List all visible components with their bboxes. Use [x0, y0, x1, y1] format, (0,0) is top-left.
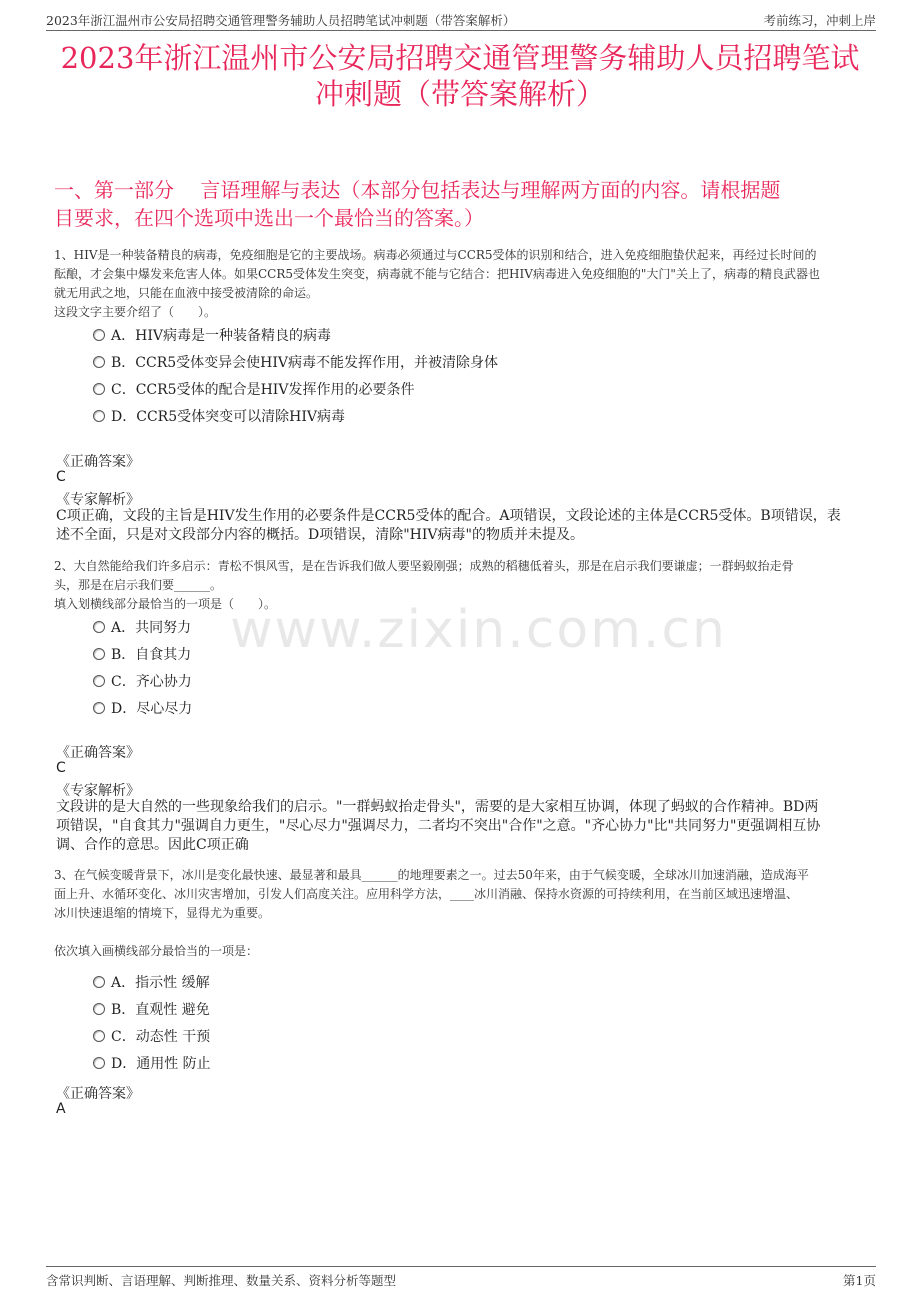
section-heading — [54, 176, 870, 232]
option-text: 齐心协力 — [135, 674, 192, 690]
question-3-option-c[interactable] — [93, 1026, 210, 1048]
stem-line: 头，那是在启示我们要______。 — [54, 578, 223, 592]
option-text: CCR5受体突变可以清除HIV病毒 — [136, 409, 345, 425]
stem-line: 3、在气候变暖背景下，冰川是变化最快速、最显著和最具______的地理要素之一。过去50年来，由于气候变暖，全球冰川加速消融，造成海平 — [54, 868, 809, 882]
stem-line: 2、大自然能给我们许多启示：青松不惧风雪，是在告诉我们做人要坚毅刚强；成熟的稻穗低着头，那是在启示我们要谦虚；一群蚂蚁抬走骨 — [54, 559, 794, 573]
question-2-answer: C — [56, 760, 66, 776]
stem-line: 这段文字主要介绍了（ ）。 — [54, 305, 217, 319]
option-letter: C． — [111, 382, 136, 398]
stem-line — [54, 923, 872, 942]
document-title — [40, 40, 880, 112]
option-letter: C． — [111, 674, 136, 690]
option-letter: B． — [111, 1002, 136, 1018]
question-1-option-c[interactable] — [93, 379, 414, 401]
radio-icon[interactable] — [93, 702, 105, 714]
question-2-stem — [54, 557, 872, 614]
stem-line: 1、HIV是一种装备精良的病毒，免疫细胞是它的主要战场。病毒必须通过与CCR5受体的识别和结合，进入免疫细胞蛰伏起来，再经过长时间的 — [54, 248, 817, 262]
option-letter: D． — [111, 701, 137, 717]
option-letter: B． — [111, 355, 136, 371]
stem-line: 依次填入画横线部分最恰当的一项是： — [54, 944, 259, 958]
option-letter: A． — [111, 975, 136, 991]
radio-icon[interactable] — [93, 1003, 105, 1015]
question-3-option-d[interactable] — [93, 1053, 211, 1075]
analysis-line: 述不全面，只是对文段部分内容的概括。D项错误，清除"HIV病毒"的物质并未提及。 — [56, 527, 584, 543]
option-letter: B． — [111, 647, 136, 663]
stem-line: 面上升、水循环变化、冰川灾害增加，引发人们高度关注。应用科学方法，____冰川消融、保持水资源的可持续利用，在当前区域迅速增温、 — [54, 887, 799, 901]
radio-icon[interactable] — [93, 329, 105, 341]
radio-icon[interactable] — [93, 621, 105, 633]
question-1-answer: C — [56, 469, 66, 485]
title-line-2: 冲刺题（带答案解析） — [314, 77, 605, 111]
option-text: 共同努力 — [135, 620, 192, 636]
radio-icon[interactable] — [93, 976, 105, 988]
header-title: 2023年浙江温州市公安局招聘交通管理警务辅助人员招聘笔试冲刺题（带答案解析） — [46, 13, 516, 28]
analysis-line: 调、合作的意思。因此C项正确 — [56, 837, 249, 853]
stem-line: 就无用武之地，只能在血液中接受被清除的命运。 — [54, 286, 319, 300]
option-text: HIV病毒是一种装备精良的病毒 — [135, 328, 331, 344]
section-heading-line-1: 一、第一部分 言语理解与表达（本部分包括表达与理解两方面的内容。请根据题 — [54, 178, 781, 202]
page-footer — [46, 1266, 876, 1291]
answer-label: 《正确答案》 — [56, 1086, 140, 1102]
watermark: www.zixin.com.cn — [230, 600, 727, 660]
radio-icon[interactable] — [93, 410, 105, 422]
analysis-label: 《专家解析》 — [56, 783, 140, 799]
option-letter: D． — [111, 1056, 137, 1072]
radio-icon[interactable] — [93, 383, 105, 395]
analysis-line: 项错误，"自食其力"强调自力更生，"尽心尽力"强调尽力，二者均不突出"合作"之意。"齐心协力"比"共同努力"更强调相互协 — [56, 818, 821, 834]
radio-icon[interactable] — [93, 648, 105, 660]
question-2-analysis — [56, 798, 872, 855]
radio-icon[interactable] — [93, 675, 105, 687]
option-letter: D． — [111, 409, 137, 425]
section-heading-line-2: 目要求，在四个选项中选出一个最恰当的答案。） — [54, 206, 484, 230]
question-2-option-d[interactable] — [93, 698, 192, 720]
question-1-option-a[interactable] — [93, 325, 331, 347]
option-text: 直观性 避免 — [135, 1002, 210, 1018]
option-letter: A． — [111, 620, 136, 636]
answer-label: 《正确答案》 — [56, 454, 140, 470]
stem-line: 填入划横线部分最恰当的一项是（ ）。 — [54, 597, 277, 611]
question-3-stem — [54, 866, 872, 961]
title-line-1: 2023年浙江温州市公安局招聘交通管理警务辅助人员招聘笔试 — [60, 41, 860, 75]
question-3-option-a[interactable] — [93, 972, 210, 994]
question-2-option-a[interactable] — [93, 617, 191, 639]
question-1-option-d[interactable] — [93, 406, 345, 428]
option-text: 尽心尽力 — [136, 701, 193, 717]
question-2-option-b[interactable] — [93, 644, 191, 666]
option-text: 自食其力 — [135, 647, 192, 663]
question-3-option-b[interactable] — [93, 999, 210, 1021]
answer-label: 《正确答案》 — [56, 745, 140, 761]
radio-icon[interactable] — [93, 356, 105, 368]
analysis-label: 《专家解析》 — [56, 492, 140, 508]
option-text: CCR5受体变异会使HIV病毒不能发挥作用，并被清除身体 — [135, 355, 499, 371]
header-slogan: 考前练习，冲刺上岸 — [763, 13, 876, 28]
page-header — [46, 8, 876, 31]
option-letter: C． — [111, 1029, 136, 1045]
page-number: 第1页 — [843, 1273, 876, 1288]
radio-icon[interactable] — [93, 1057, 105, 1069]
question-2-option-c[interactable] — [93, 671, 192, 693]
analysis-line: C项正确，文段的主旨是HIV发生作用的必要条件是CCR5受体的配合。A项错误，文段论述的主体是CCR5受体。B项错误，表 — [56, 508, 841, 524]
stem-line: 冰川快速退缩的情境下，显得尤为重要。 — [54, 906, 271, 920]
footer-note: 含常识判断、言语理解、判断推理、数量关系、资料分析等题型 — [46, 1273, 397, 1288]
question-1-analysis — [56, 507, 872, 545]
stem-line: 酝酿，才会集中爆发来危害人体。如果CCR5受体发生突变，病毒就不能与它结合：把HIV病毒进入免疫细胞的"大门"关上了，病毒的精良武器也 — [54, 267, 820, 281]
option-letter: A． — [111, 328, 136, 344]
radio-icon[interactable] — [93, 1030, 105, 1042]
option-text: 通用性 防止 — [136, 1056, 211, 1072]
question-3-answer: A — [56, 1101, 66, 1117]
option-text: 指示性 缓解 — [135, 975, 210, 991]
question-1-option-b[interactable] — [93, 352, 498, 374]
question-1-stem — [54, 246, 872, 322]
option-text: CCR5受体的配合是HIV发挥作用的必要条件 — [135, 382, 415, 398]
option-text: 动态性 干预 — [135, 1029, 211, 1045]
analysis-line: 文段讲的是大自然的一些现象给我们的启示。"一群蚂蚁抬走骨头"，需要的是大家相互协调，体现了蚂蚁的合作精神。BD两 — [56, 799, 819, 815]
